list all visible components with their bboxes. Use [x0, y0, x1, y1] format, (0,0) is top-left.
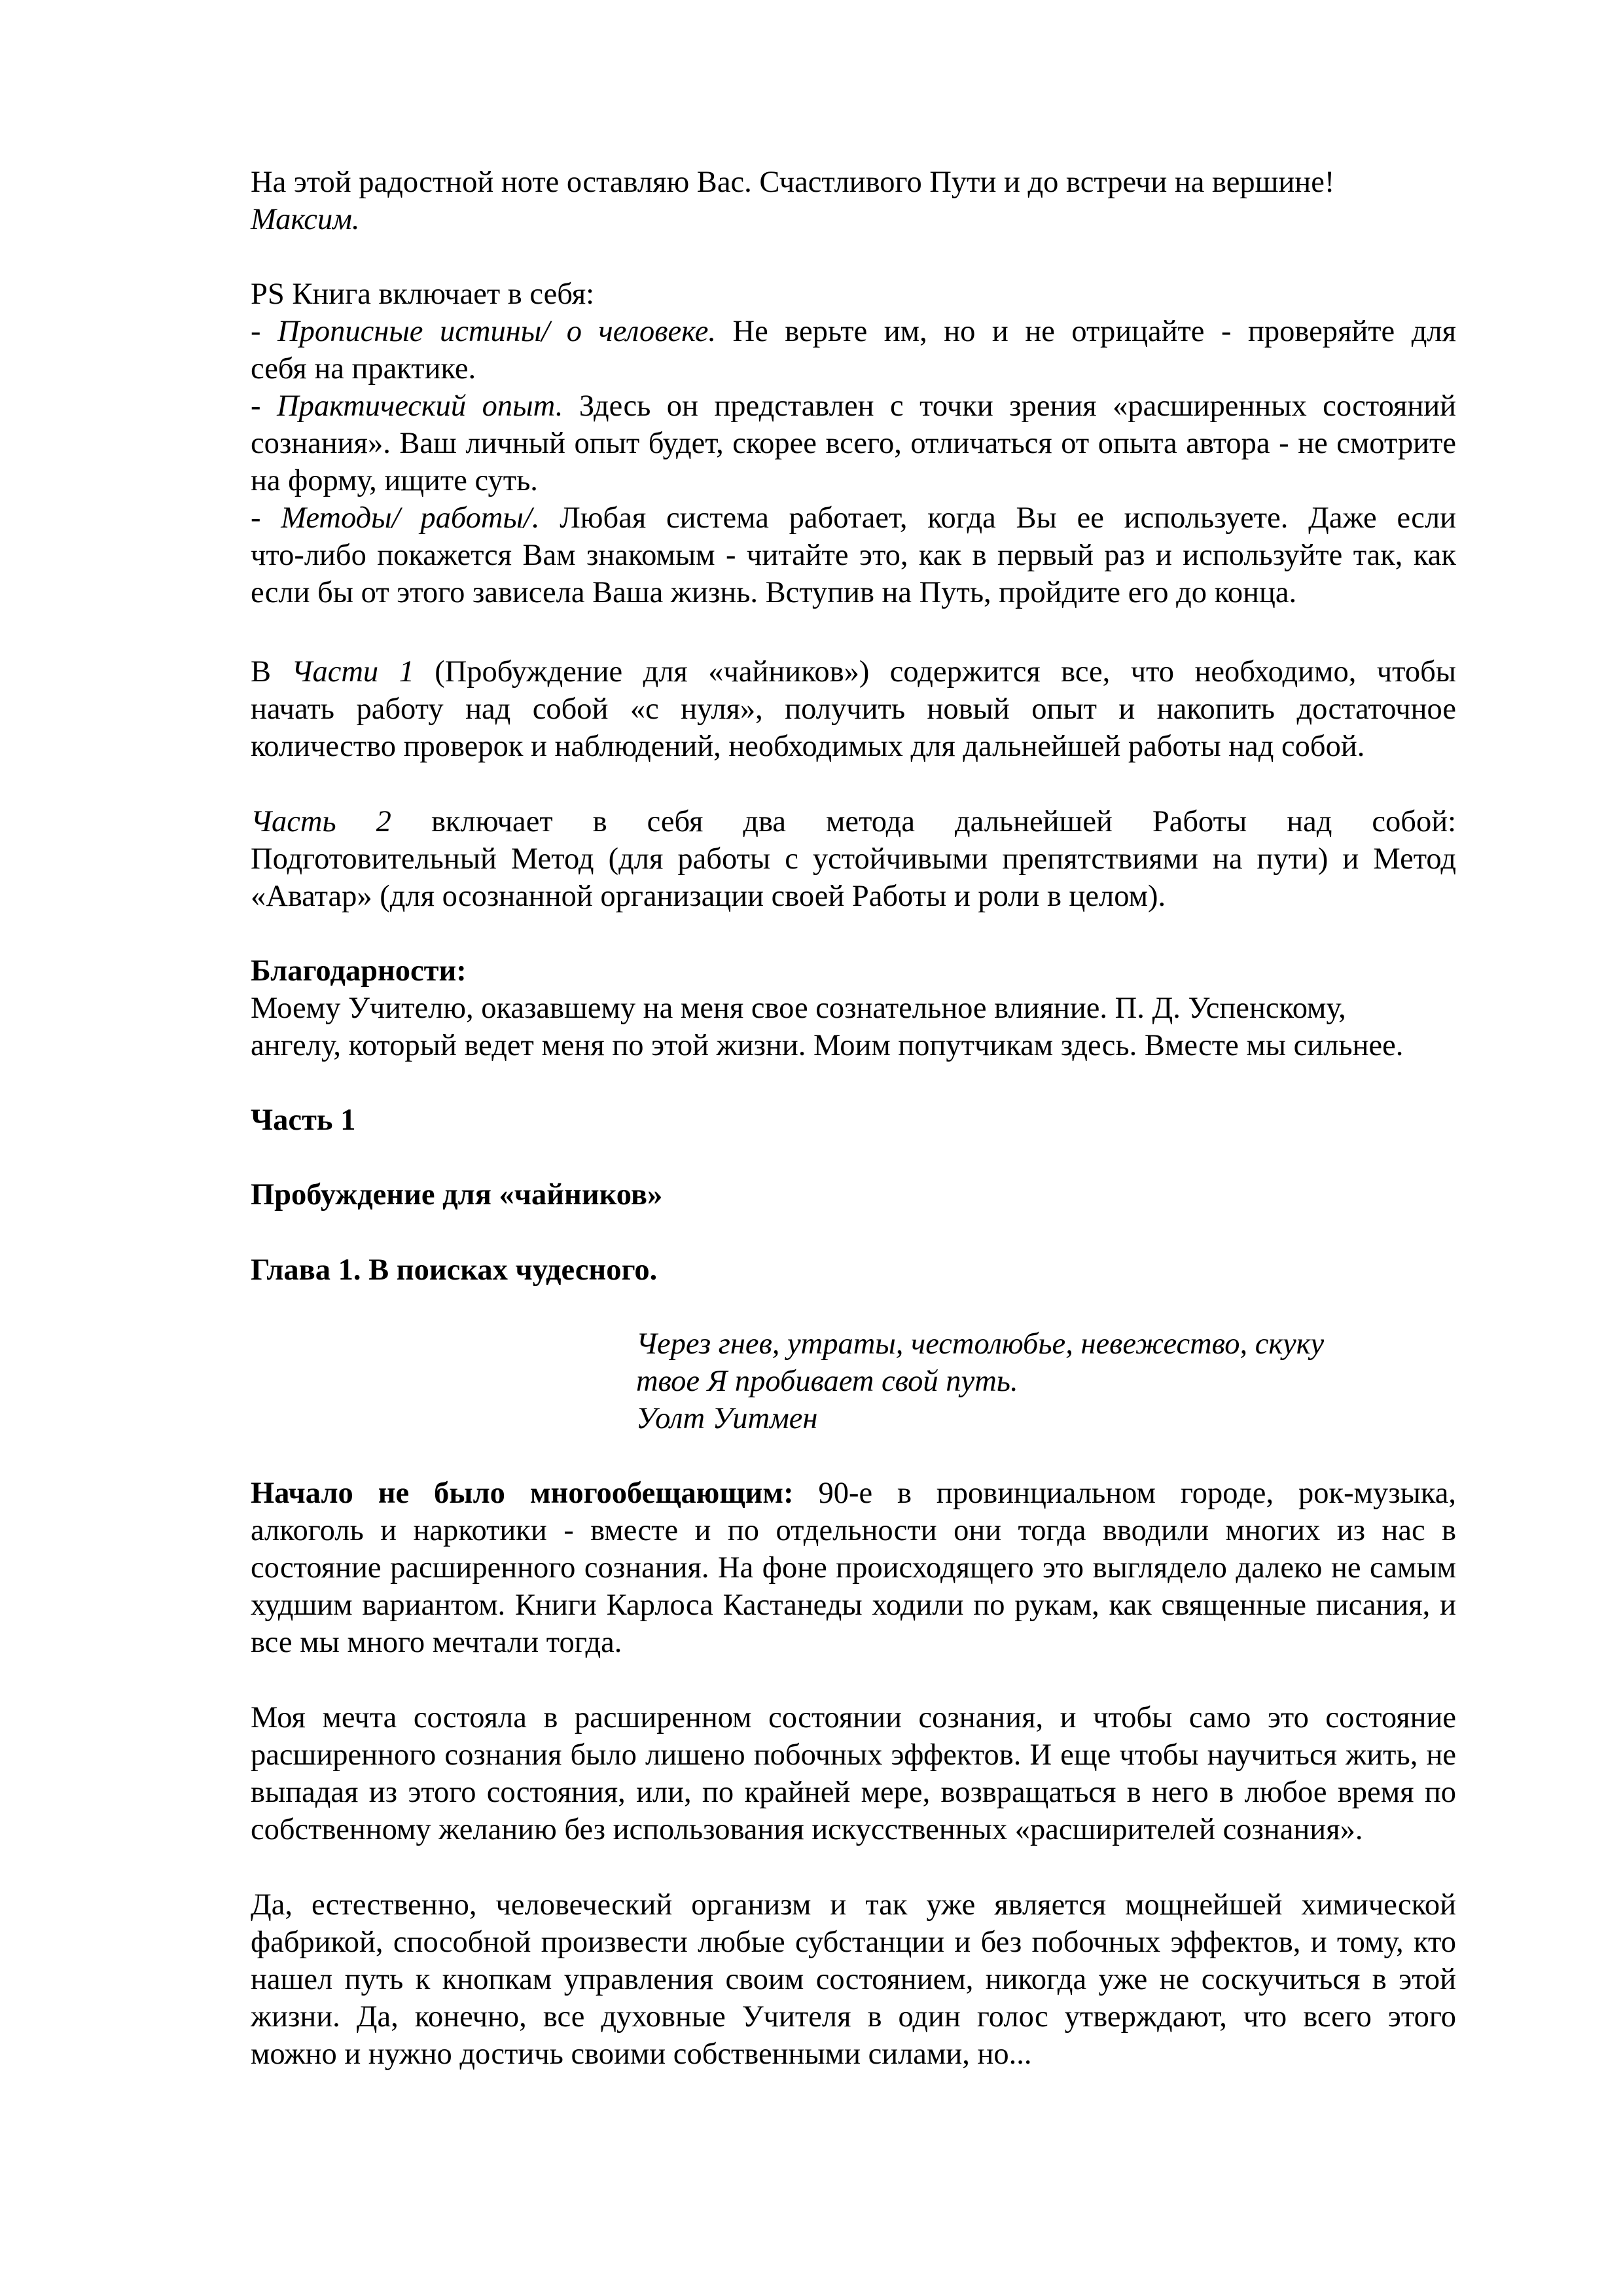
chapter-heading: Глава 1. В поисках чудесного. [251, 1253, 658, 1287]
signature: Максим. [251, 203, 360, 236]
part1-label: Части 1 [291, 655, 414, 689]
part-heading: Часть 1 [251, 1103, 356, 1137]
ps-item-3-cont: что-либо покажется Вам знакомым - читайте это, как в первый раз и используйте так, как [251, 539, 1456, 572]
paragraph-2: Моя мечта состояла в расширенном состоянии сознания, и чтобы само это состояние расширенного сознания было лишено побочных эффектов. И еще чтобы научиться жить, не выпадая из этого состояния, или, по крайней мере, возвращаться в него в любое время по собственному желанию без использования искусственных «расширителей сознания». [251, 1701, 1456, 1846]
ps-item-2-cont: сознания». Ваш личный опыт будет, скорее всего, отличаться от опыта автора - не смотрите [251, 427, 1456, 460]
part1-note: В Части 1 (Пробуждение для «чайников») содержится все, что необходимо, чтобы начать работу над собой «с нуля», получить новый опыт и накопить достаточное количество проверок и наблюдений, необходимых для дальнейшей работы над собой. [251, 653, 1456, 765]
paragraph-1: Начало не было многообещающим: 90-е в провинциальном городе, рок-музыка, алкоголь и наркотики - вместе и по отдельности они тогда вводили многих из нас в состояние расширенного сознания. На фоне происходящего это выглядело далеко не самым худшим вариантом. Книги Карлоса Кастанеды ходили по рукам, как священные писания, и все мы много мечтали тогда. [251, 1477, 1456, 1659]
part-title-heading: Пробуждение для «чайников» [251, 1178, 663, 1211]
ps-item-1-cont: себя на практике. [251, 352, 476, 386]
part2-note: Часть 2 включает в себя два метода дальнейшей Работы над собой: Подготовительный Метод (для работы с устойчивыми препятствиями на пути) и Метод «Аватар» (для осознанной организации своей Работы и роли в целом). [251, 803, 1456, 915]
ps-heading: PS Книга включает в себя: [251, 278, 595, 311]
ps-item-1-label: Прописные истины/ о человеке. [277, 315, 716, 348]
ps-item-3-label: Методы/ работы/. [281, 501, 540, 535]
ps-item-2-label: Практический опыт. [276, 389, 563, 423]
intro-block [251, 164, 1456, 238]
para1-lead: Начало не было многообещающим: [251, 1477, 794, 1510]
ps-item-3: - Методы/ работы/. Любая система работает, когда Вы ее используете. Даже если [251, 501, 1456, 535]
part2-label: Часть 2 [251, 805, 391, 838]
ps-item-2-cont2: на форму, ищите суть. [251, 464, 538, 497]
thanks-line2: ангелу, который ведет меня по этой жизни. Моим попутчикам здесь. Вместе мы сильнее. [251, 1029, 1404, 1062]
epigraph [636, 1325, 1487, 1437]
epigraph-line1: Через гнев, утраты, честолюбье, невежество, скуку [636, 1327, 1325, 1361]
epigraph-line2: твое Я пробивает свой путь. [636, 1365, 1018, 1398]
epigraph-author: Уолт Уитмен [636, 1402, 818, 1435]
ps-item-2: - Практический опыт. Здесь он представлен с точки зрения «расширенных состояний [251, 389, 1456, 423]
farewell-line: На этой радостной ноте оставляю Вас. Счастливого Пути и до встречи на вершине! [251, 166, 1335, 199]
thanks-line1: Моему Учителю, оказавшему на меня свое сознательное влияние. П. Д. Успенскому, [251, 992, 1346, 1025]
part2-note-line2: Подготовительный Метод (для работы с устойчивыми препятствиями на пути) и Метод [251, 842, 1456, 876]
part2-note-line3: «Аватар» (для осознанной организации своей Работы и роли в целом). [251, 880, 1166, 913]
thanks-block [251, 952, 1456, 1064]
ps-item-3-cont2: если бы от этого зависела Ваша жизнь. Вступив на Путь, пройдите его до конца. [251, 576, 1297, 609]
paragraph-3: Да, естественно, человеческий организм и так уже является мощнейшей химической фабрикой, способной произвести любые субстанции и без побочных эффектов, и тому, кто нашел путь к кнопкам управления своим состоянием, никогда уже не соскучиться в этой жизни. Да, конечно, все духовные Учителя в один голос утверждают, что всего этого можно и нужно достичь своими собственными силами, но... [251, 1888, 1456, 2071]
part1-note-line2: начать работу над собой «с нуля», получить новый опыт и накопить достаточное [251, 692, 1456, 726]
ps-item-1: - Прописные истины/ о человеке. Не верьте им, но и не отрицайте - проверяйте для [251, 315, 1456, 348]
ps-block [251, 276, 1456, 611]
part1-note-line3: количество проверок и наблюдений, необходимых для дальнейшей работы над собой. [251, 730, 1365, 763]
thanks-heading: Благодарности: [251, 954, 467, 988]
